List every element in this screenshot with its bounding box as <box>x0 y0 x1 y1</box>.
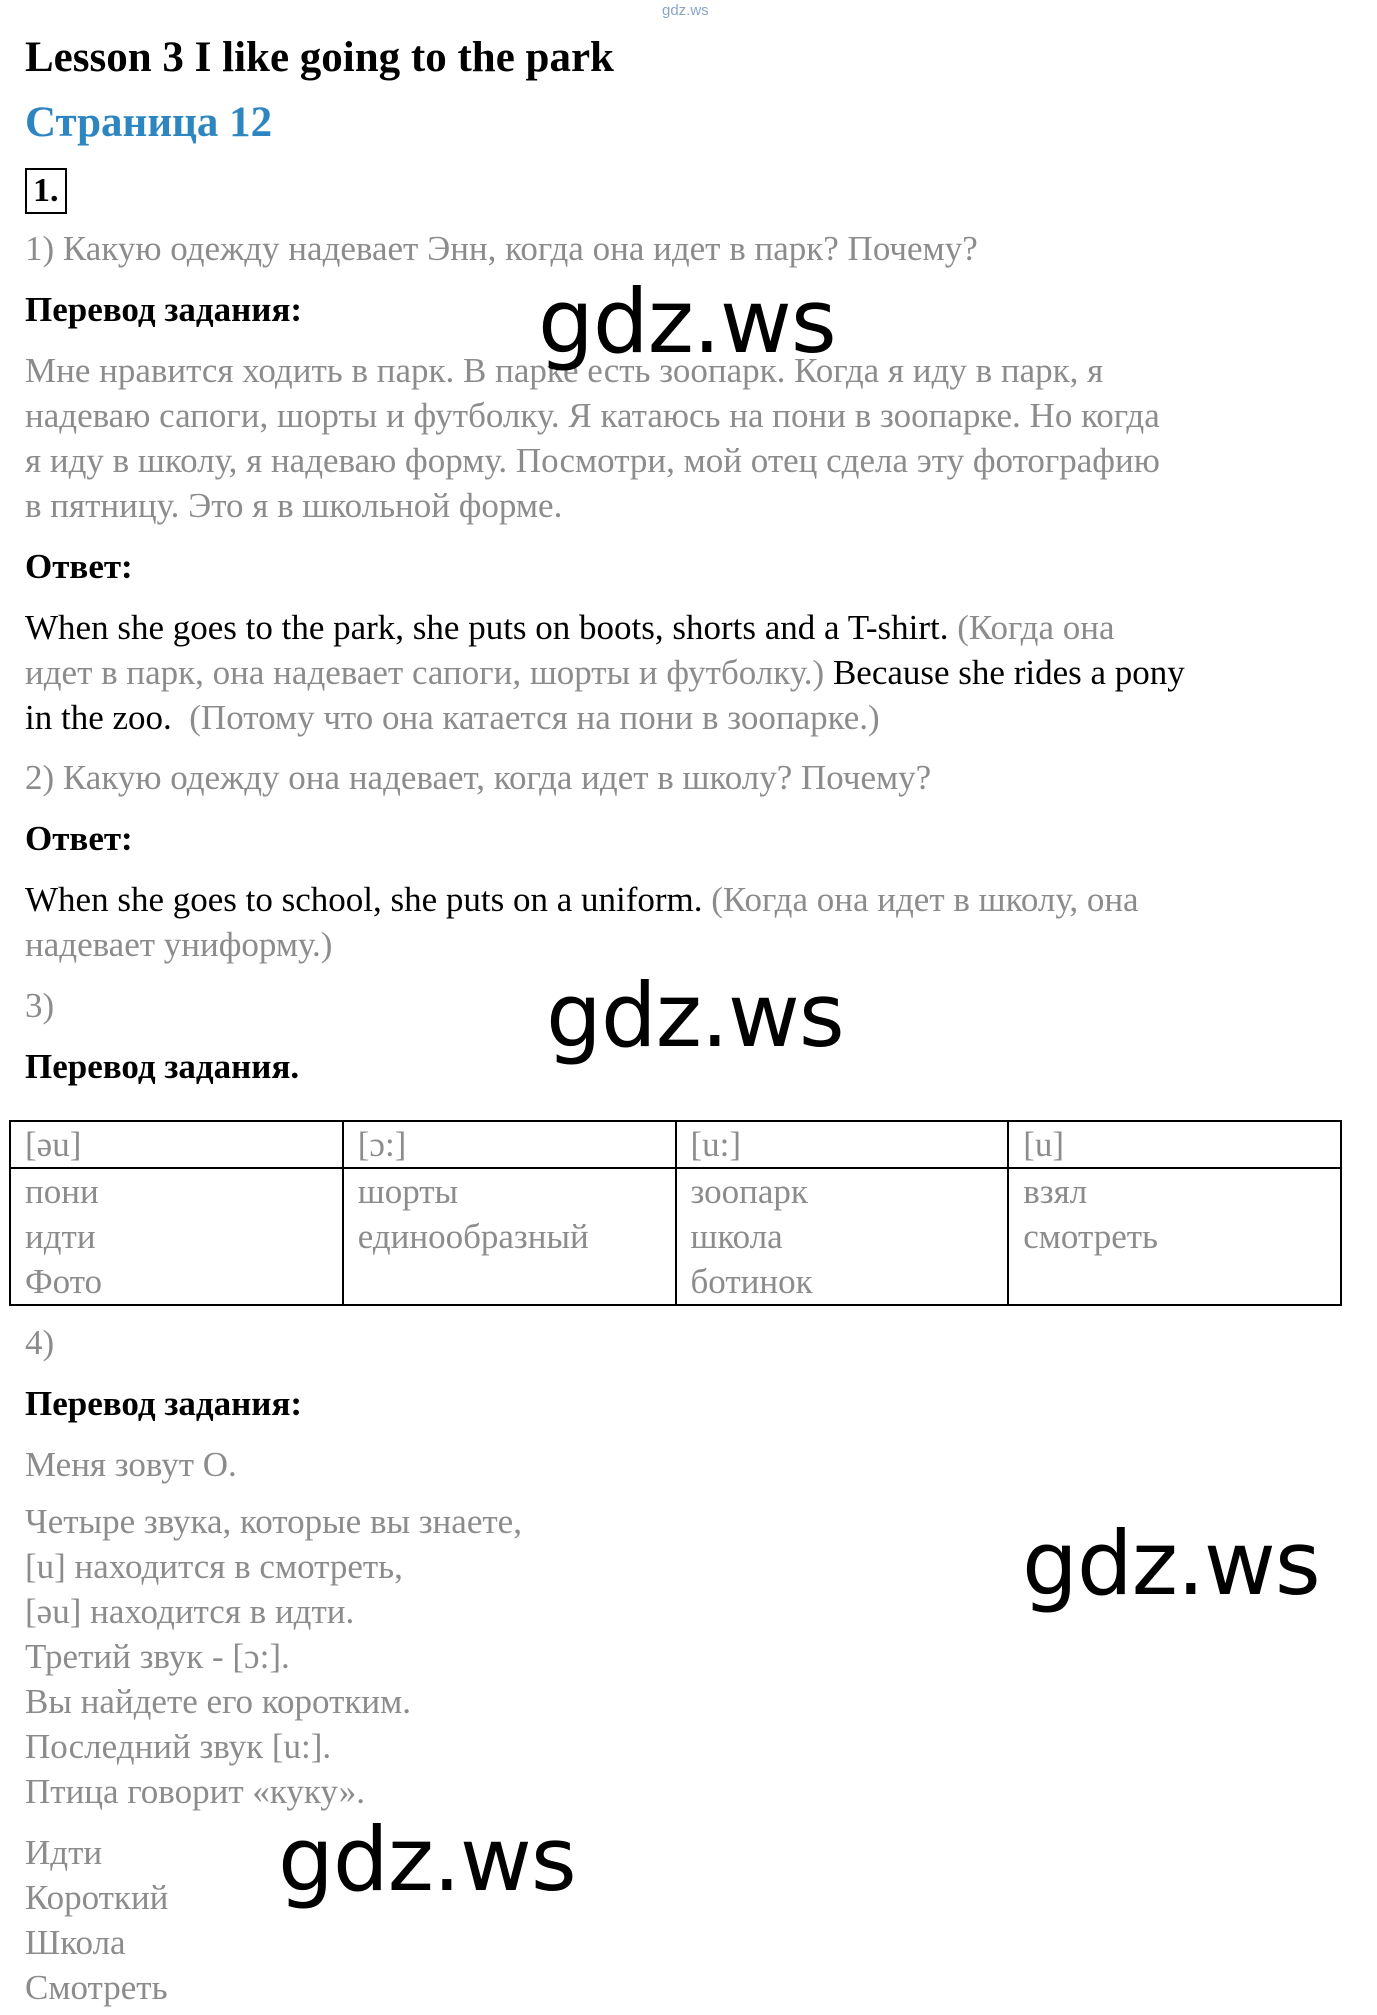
task1-translation-label: Перевод задания: <box>25 290 303 329</box>
watermark: gdz.ws <box>538 270 836 373</box>
word-item: Идти <box>25 1833 103 1872</box>
cell-word: пони <box>25 1172 99 1211</box>
answer-english: in the zoo. <box>25 698 172 737</box>
translation-line: в пятницу. Это я в школьной форме. <box>25 486 563 525</box>
table-row <box>10 1168 1341 1305</box>
table-cell <box>10 1168 343 1305</box>
translation-line: надеваю сапоги, шорты и футболку. Я катаюсь на пони в зоопарке. Но когда <box>25 396 1160 435</box>
poem-line: Вы найдете его коротким. <box>25 1682 411 1721</box>
word-item: Смотреть <box>25 1968 168 2007</box>
page-content <box>25 28 1345 1089</box>
poem-line: [əu] находится в идти. <box>25 1592 355 1631</box>
task2-question: 2) Какую одежду она надевает, когда идет в школу? Почему? <box>25 758 932 797</box>
top-watermark: gdz.ws <box>662 2 709 19</box>
cell-word: идти <box>25 1217 96 1256</box>
lesson-title: Lesson 3 I like going to the park <box>25 34 614 81</box>
table-cell <box>1008 1168 1341 1305</box>
word-item: Короткий <box>25 1878 169 1917</box>
cell-word: зоопарк <box>690 1172 808 1211</box>
task3-number: 3) <box>25 986 55 1025</box>
answer-english: When she goes to school, she puts on a uniform. <box>25 880 703 919</box>
watermark: gdz.ws <box>546 964 844 1067</box>
table-header-cell: [u:] <box>676 1121 1009 1168</box>
task4-number: 4) <box>25 1323 55 1362</box>
task3-translation-label: Перевод задания. <box>25 1047 300 1086</box>
cell-word: школа <box>690 1217 783 1256</box>
task1-answer-label: Ответ: <box>25 547 133 586</box>
answer-russian: (Когда она <box>957 608 1115 647</box>
task4-name-line: Меня зовут О. <box>25 1445 237 1484</box>
answer-english: Because she rides a pony <box>832 653 1185 692</box>
page-title: Страница 12 <box>25 99 273 146</box>
table-header-cell: [əu] <box>10 1121 343 1168</box>
table-cell <box>343 1168 676 1305</box>
task1-answer <box>25 605 1345 740</box>
cell-word: смотреть <box>1023 1217 1158 1256</box>
answer-russian: (Когда она идет в школу, она <box>711 880 1139 919</box>
poem-line: Птица говорит «куку». <box>25 1772 366 1811</box>
task2-answer <box>25 877 1345 967</box>
poem-line: Третий звук - [ɔ:]. <box>25 1637 290 1676</box>
answer-russian: (Потому что она катается на пони в зоопарке.) <box>189 698 880 737</box>
answer-russian: надевает униформу.) <box>25 925 333 964</box>
poem-line: [u] находится в смотреть, <box>25 1547 403 1586</box>
table-cell <box>676 1168 1009 1305</box>
cell-word: ботинок <box>690 1262 813 1301</box>
cell-word: взял <box>1023 1172 1088 1211</box>
cell-word: Фото <box>25 1262 103 1301</box>
table-header-row <box>10 1121 1341 1168</box>
task4-translation-label: Перевод задания: <box>25 1384 303 1423</box>
cell-word: шорты <box>357 1172 459 1211</box>
translation-line: Мне нравится ходить в парк. В парке есть зоопарк. Когда я иду в парк, я <box>25 351 1104 390</box>
task4-poem <box>25 1499 522 1814</box>
exercise-number: 1. <box>25 168 67 214</box>
task1-question: 1) Какую одежду надевает Энн, когда она идет в парк? Почему? <box>25 229 978 268</box>
answer-english: When she goes to the park, she puts on boots, shorts and a T-shirt. <box>25 608 949 647</box>
word-item: Школа <box>25 1923 126 1962</box>
answer-russian: идет в парк, она надевает сапоги, шорты и футболку.) <box>25 653 825 692</box>
sounds-table <box>9 1120 1342 1306</box>
watermark: gdz.ws <box>1022 1512 1320 1615</box>
watermark: gdz.ws <box>278 1808 576 1911</box>
task2-answer-label: Ответ: <box>25 819 133 858</box>
task1-translation <box>25 348 1345 528</box>
poem-line: Последний звук [u:]. <box>25 1727 332 1766</box>
cell-word: единообразный <box>357 1217 589 1256</box>
table-header-cell: [u] <box>1008 1121 1341 1168</box>
table-header-cell: [ɔ:] <box>343 1121 676 1168</box>
poem-line: Четыре звука, которые вы знаете, <box>25 1502 522 1541</box>
translation-line: я иду в школу, я надеваю форму. Посмотри, мой отец сдела эту фотографию <box>25 441 1160 480</box>
